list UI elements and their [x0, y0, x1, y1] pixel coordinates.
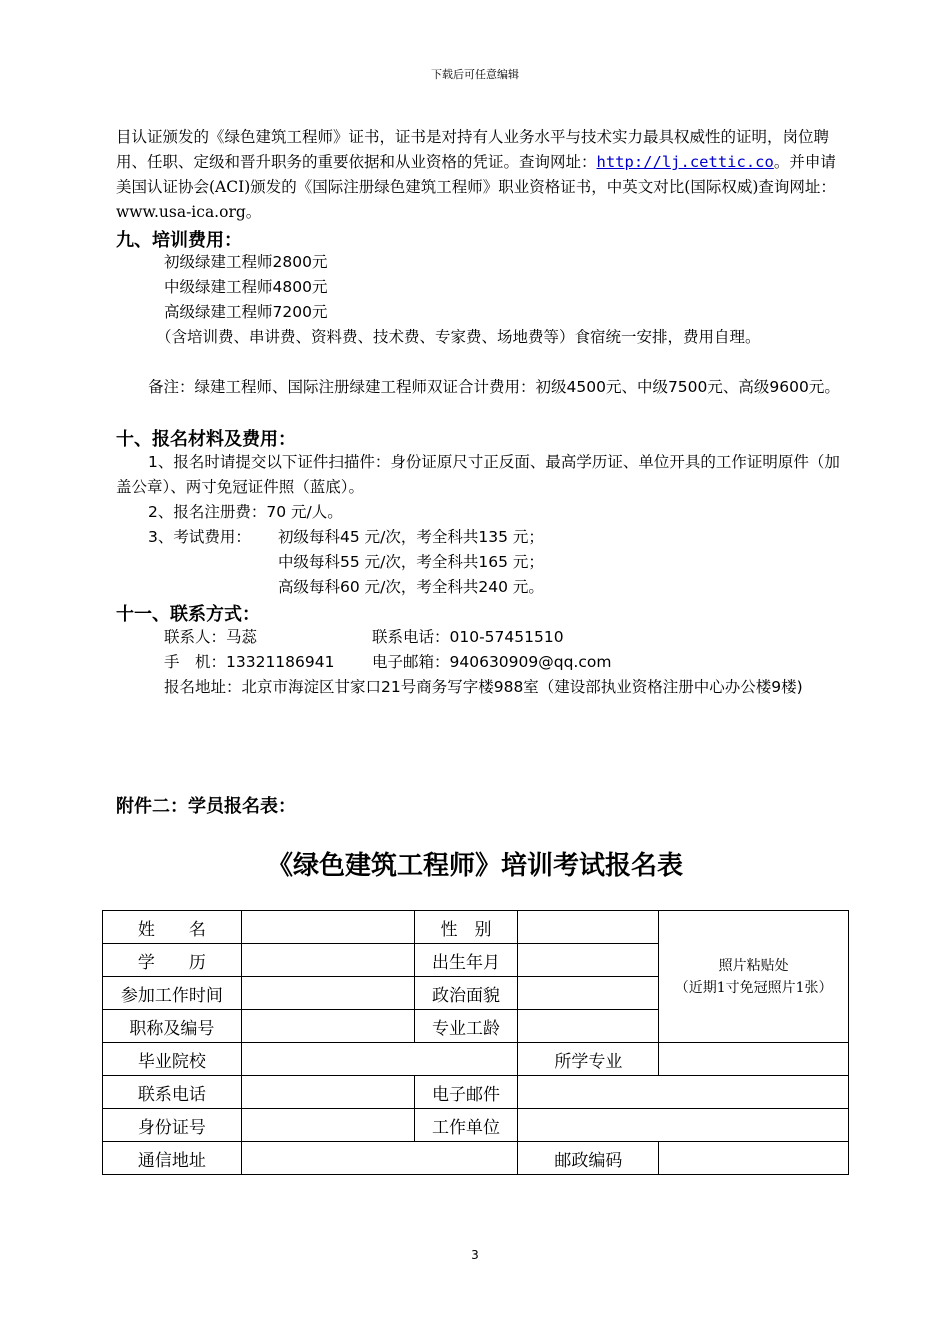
fee-intermediate: 中级绿建工程师4800元 — [164, 278, 328, 296]
intro-text-1: 目认证颁发的《绿色建筑工程师》证书，证书是对持有人业务水平与技术实力最具权威性的证明，岗位聘用、任职、定级和晋升职务的重要依据和从业资格的凭证。查询网址： — [116, 128, 830, 171]
attachment-label: 附件二：学员报名表： — [116, 796, 296, 817]
major-label: 所学专业 — [518, 1043, 659, 1076]
exam-fee-senior: 高级每科60 元/次，考全科共240 元。 — [278, 578, 544, 596]
employer-label: 工作单位 — [414, 1109, 518, 1142]
email-value[interactable] — [518, 1076, 849, 1109]
contact-email: 电子邮箱：940630909@qq.com — [372, 653, 612, 671]
page-number: 3 — [471, 1248, 479, 1262]
name-value[interactable] — [241, 911, 414, 944]
id-label: 身份证号 — [103, 1109, 242, 1142]
contact-phone: 联系电话：010-57451510 — [372, 628, 564, 646]
gender-value[interactable] — [518, 911, 659, 944]
contact-address: 报名地址：北京市海淀区甘家口21号商务写字楼988室（建设部执业资格注册中心办公楼9楼) — [164, 678, 803, 696]
political-value[interactable] — [518, 977, 659, 1010]
political-label: 政治面貌 — [414, 977, 518, 1010]
table-row — [103, 1109, 849, 1142]
fee-junior: 初级绿建工程师2800元 — [164, 253, 328, 271]
registration-form-table — [102, 910, 849, 1175]
birth-label: 出生年月 — [414, 944, 518, 977]
fee-remark: 备注：绿建工程师、国际注册绿建工程师双证合计费用：初级4500元、中级7500元、高级9600元。 — [148, 378, 840, 396]
table-row — [103, 911, 849, 944]
work-start-value[interactable] — [241, 977, 414, 1010]
birth-value[interactable] — [518, 944, 659, 977]
table-row — [103, 1076, 849, 1109]
section9-heading: 九、培训费用： — [116, 230, 242, 251]
employer-value[interactable] — [518, 1109, 849, 1142]
intro-text-2: 。并申请美国认证协会(ACI)颁发的《国际注册绿色建筑工程师》职业资格证书，中英文对比(国际权威)查询网址：www.usa-ica.org。 — [116, 153, 836, 221]
material-item-3-prefix: 3、考试费用： — [148, 528, 251, 546]
photo-caption: 照片粘贴处 — [718, 957, 789, 974]
title-label: 职称及编号 — [103, 1010, 242, 1043]
school-label: 毕业院校 — [103, 1043, 242, 1076]
education-value[interactable] — [241, 944, 414, 977]
material-item-2: 2、报名注册费：70 元/人。 — [148, 503, 343, 521]
seniority-label: 专业工龄 — [414, 1010, 518, 1043]
cettic-link[interactable]: http://lj.cettic.co — [596, 153, 774, 171]
table-row — [103, 1142, 849, 1175]
phone-value[interactable] — [241, 1076, 414, 1109]
table-row — [103, 1043, 849, 1076]
work-start-label: 参加工作时间 — [103, 977, 242, 1010]
name-label: 姓 名 — [103, 911, 242, 944]
form-title: 《绿色建筑工程师》培训考试报名表 — [266, 851, 683, 881]
fee-note: （含培训费、串讲费、资料费、技术费、专家费、场地费等）食宿统一安排，费用自理。 — [156, 328, 761, 346]
exam-fee-junior: 初级每科45 元/次，考全科共135 元； — [278, 528, 544, 546]
school-value[interactable] — [241, 1043, 518, 1076]
major-value[interactable] — [659, 1043, 849, 1076]
exam-fee-intermediate: 中级每科55 元/次，考全科共165 元； — [278, 553, 544, 571]
email-label: 电子邮件 — [414, 1076, 518, 1109]
title-value[interactable] — [241, 1010, 414, 1043]
intro-paragraph — [116, 125, 846, 225]
education-label: 学 历 — [103, 944, 242, 977]
contact-person: 联系人：马蕊 — [164, 628, 258, 646]
contact-mobile: 手 机：13321186941 — [164, 653, 335, 671]
section10-heading: 十、报名材料及费用： — [116, 429, 296, 450]
phone-label: 联系电话 — [103, 1076, 242, 1109]
material-item-1: 1、报名时请提交以下证件扫描件：身份证原尺寸正反面、最高学历证、单位开具的工作证明原件（加盖公章）、两寸免冠证件照（蓝底）。 — [116, 453, 840, 496]
section11-heading: 十一、联系方式： — [116, 604, 260, 625]
page-header: 下载后可任意编辑 — [431, 68, 519, 81]
postcode-label: 邮政编码 — [518, 1142, 659, 1175]
address-value[interactable] — [241, 1142, 518, 1175]
fee-senior: 高级绿建工程师7200元 — [164, 303, 328, 321]
gender-label: 性 别 — [414, 911, 518, 944]
seniority-value[interactable] — [518, 1010, 659, 1043]
photo-requirement: （近期1寸免冠照片1张） — [674, 979, 833, 996]
id-value[interactable] — [241, 1109, 414, 1142]
postcode-value[interactable] — [659, 1142, 849, 1175]
photo-area[interactable] — [659, 911, 849, 1043]
address-label: 通信地址 — [103, 1142, 242, 1175]
